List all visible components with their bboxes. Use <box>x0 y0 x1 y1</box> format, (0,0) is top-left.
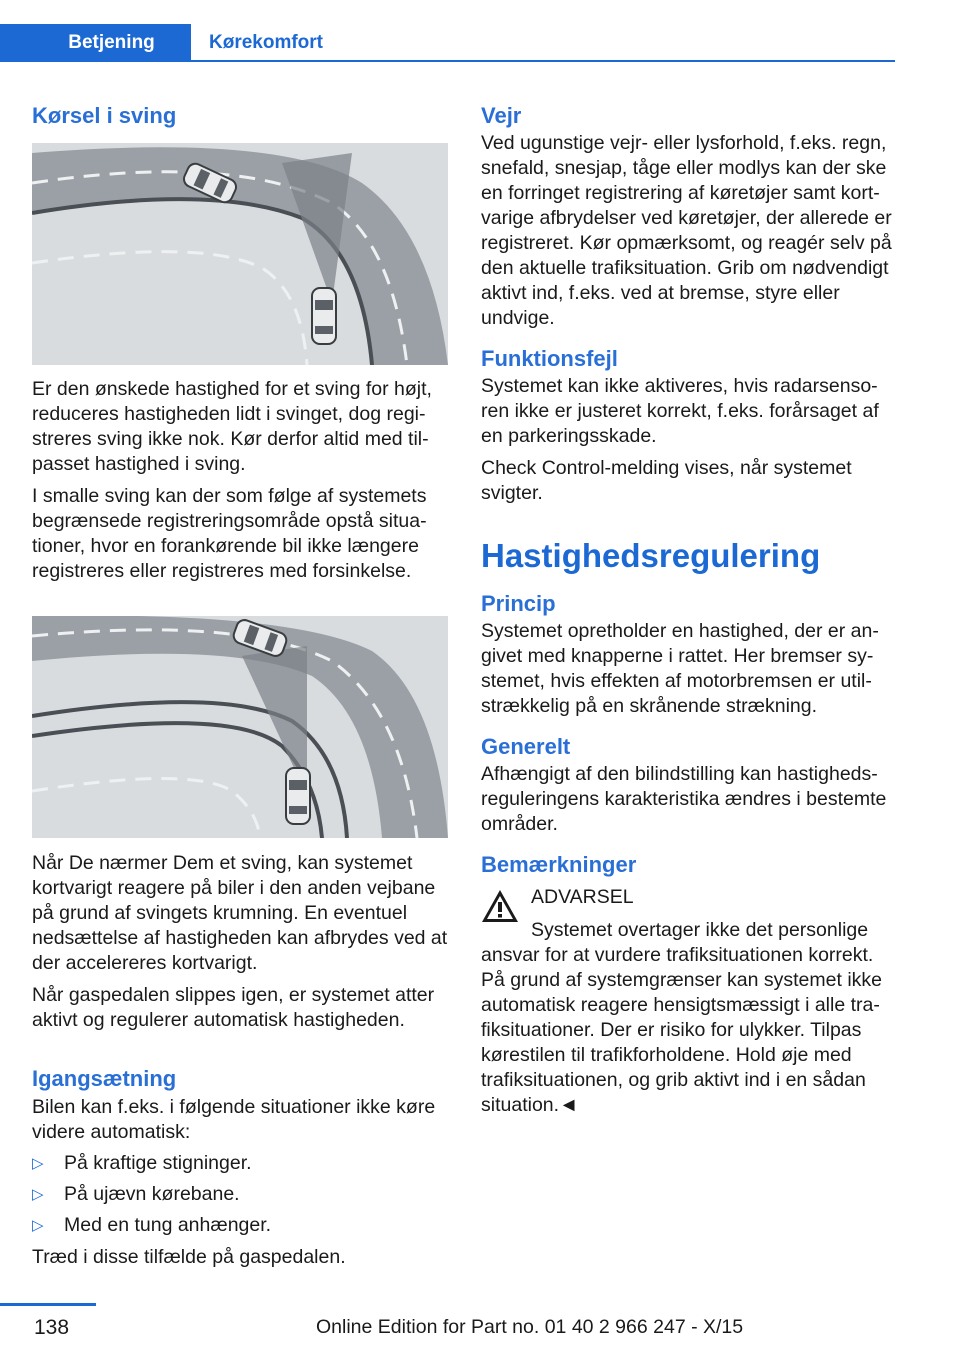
section-title-princip: Princip <box>481 591 556 616</box>
left-column <box>32 96 448 1270</box>
page-number: 138 <box>34 1316 70 1339</box>
paragraph-korsel-3: Når De nærmer Dem et sving, kan systemet kortvarigt reagere på biler i den anden vejbane på grund af svingets krumning. En eventuel nedsættelse af hastigheden kan afbrydes ved at der accelereres kortvarigt. <box>32 852 448 974</box>
curve-illustration-1 <box>32 143 448 365</box>
list-item: ▷ Med en tung anhænger. <box>32 1214 272 1236</box>
header-tabs <box>0 24 339 61</box>
paragraph-igangsaetning: Bilen kan f.eks. i følgende situationer ikke køre videre automatisk: <box>32 1096 436 1143</box>
footer-edition: Online Edition for Part no. 01 40 2 966 247 - X/15 <box>316 1316 744 1338</box>
list-item: ▷ På kraftige stigninger. <box>32 1152 252 1174</box>
curve-illustration-2 <box>32 616 448 838</box>
warning-text-first-line: Systemet overtager ikke det personlige <box>531 919 869 941</box>
section-title-funktionsfejl: Funktionsfejl <box>481 346 618 371</box>
list-item: ▷ På ujævn kørebane. <box>32 1183 240 1205</box>
warning-label: ADVARSEL <box>531 886 634 908</box>
right-column <box>481 96 899 1118</box>
tab-korekomfort: Kørekomfort <box>209 32 324 53</box>
paragraph-generelt: Afhængigt af den bilindstilling kan hastighedsreguleringens karakteristika ændres i bestemte områder. <box>481 763 887 835</box>
bullet-list <box>32 1151 448 1238</box>
warning-block <box>481 885 899 1118</box>
paragraph-gaspedal: Træd i disse tilfælde på gaspedalen. <box>32 1246 346 1268</box>
triangle-bullet-icon: ▷ <box>32 1155 44 1172</box>
warning-text: ansvar for at vurdere trafiksituationen korrekt. På grund af systemgrænser kan systemet ikke automatisk reagere hensigtsmæssigt i alle trafiksituationer. Der er risiko for ulykker. Tilpas kørestilen til trafikforholdene. Hold øje med trafiksituationen, og grib aktivt ind i en sådan situation.◄ <box>481 944 882 1116</box>
paragraph-korsel-1: Er den ønskede hastighed for et sving for højt, reduceres hastigheden lidt i svinget, dog registreres sving ikke nok. Kør derfor altid med tilpasset hastighed i sving. <box>32 378 432 475</box>
page-number-rule <box>0 1303 96 1306</box>
paragraph-funktionsfejl-2: Check Control-melding vises, når systemet svigter. <box>481 457 852 504</box>
paragraph-korsel-4: Når gaspedalen slippes igen, er systemet atter aktivt og regulerer automatisk hastigheden. <box>32 984 435 1031</box>
warning-triangle-icon <box>481 889 519 923</box>
paragraph-princip: Systemet opretholder en hastighed, der er angivet med knapperne i rattet. Her bremser systemet, hvis effekten af motorbremsen er utilstrækkelig på en skrånende strækning. <box>481 620 879 717</box>
paragraph-vejr: Ved ugunstige vejr- eller lysforhold, f.eks. regn, snefald, snesjap, tåge eller modlys kan der ske en forringet registrering af køretøjer samt kortvarige afbrydelser ved køretøjer, der allerede er registreret. Kør opmærksomt, og reagér selv på den aktuelle trafiksituation. Grib om nødvendigt aktivt ind, f.eks. ved at bremse, styre eller undvige. <box>481 132 892 329</box>
main-title-hastighedsregulering: Hastighedsregulering <box>481 537 821 574</box>
section-title-vejr: Vejr <box>481 103 522 128</box>
section-title-bemaerkninger: Bemærkninger <box>481 852 637 877</box>
section-title-igangsaetning: Igangsætning <box>32 1066 177 1091</box>
paragraph-funktionsfejl-1: Systemet kan ikke aktiveres, hvis radarsensoren ikke er justeret korrekt, f.eks. forårsaget af en parkeringsskade. <box>481 375 879 447</box>
section-title-generelt: Generelt <box>481 734 571 759</box>
paragraph-korsel-2: I smalle sving kan der som følge af systemets begrænsede registreringsområde opstå situationer, hvor en forankørende bil ikke længere registreres eller registreres med forsinkelse. <box>32 485 427 582</box>
triangle-bullet-icon: ▷ <box>32 1217 44 1234</box>
triangle-bullet-icon: ▷ <box>32 1186 44 1203</box>
section-title-korsel: Kørsel i sving <box>32 103 177 128</box>
header-rule <box>0 60 895 62</box>
tab-betjening: Betjening <box>0 24 191 61</box>
